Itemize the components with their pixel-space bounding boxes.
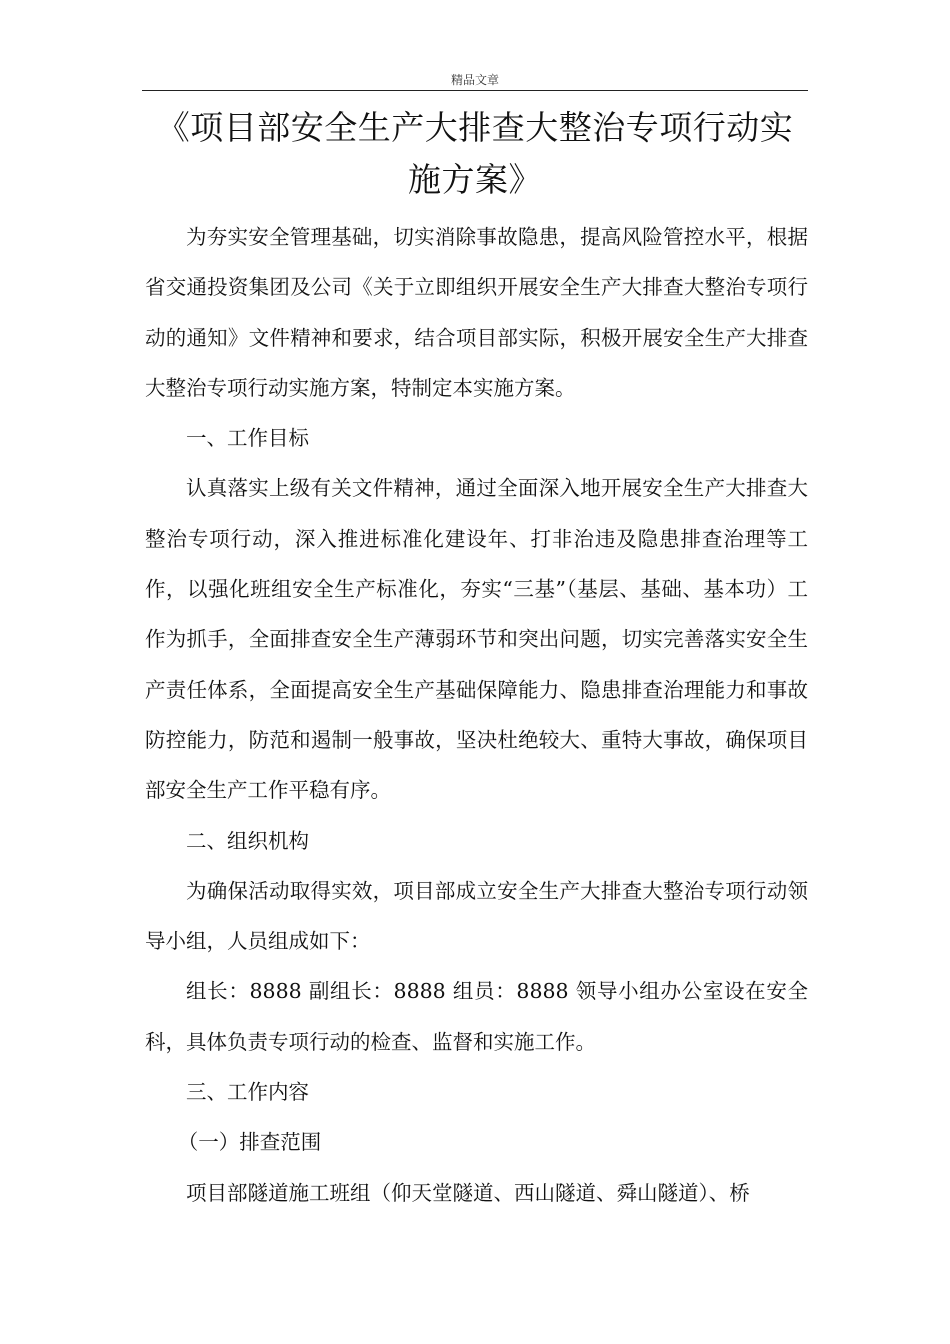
- section-heading-content: 三、工作内容: [186, 1080, 309, 1105]
- subsection-heading-scope: （一）排查范围: [177, 1130, 322, 1155]
- section-heading-organization: 二、组织机构: [186, 828, 309, 853]
- scope-paragraph: 项目部隧道施工班组（仰天堂隧道、西山隧道、舜山隧道）、桥: [186, 1180, 750, 1205]
- intro-paragraph: 为夯实安全管理基础，切实消除事故隐患，提高风险管控水平，根据省交通投资集团及公司《关于立即组织开展安全生产大排查大整治专项行动的通知》文件精神和要求，结合项目部实际，积极开展安全生产大排查大整治专项行动实施方案，特制定本实施方案。: [145, 225, 808, 400]
- document-body: [145, 212, 808, 1218]
- goals-paragraph: 认真落实上级有关文件精神，通过全面深入地开展安全生产大排查大整治专项行动，深入推进标准化建设年、打非治违及隐患排查治理等工作，以强化班组安全生产标准化，夯实“三基”（基层、基础、基本功）工作为抓手，全面排查安全生产薄弱环节和突出问题，切实完善落实安全生产责任体系，全面提高安全生产基础保障能力、隐患排查治理能力和事故防控能力，防范和遏制一般事故，坚决杜绝较大、重特大事故，确保项目部安全生产工作平稳有序。: [145, 476, 808, 803]
- document-title: 《项目部安全生产大排查大整治专项行动实施方案》: [156, 108, 794, 199]
- page-header: 精品文章: [142, 72, 808, 91]
- organization-paragraph: 为确保活动取得实效，项目部成立安全生产大排查大整治专项行动领导小组，人员组成如下：: [145, 878, 808, 954]
- section-heading-goals: 一、工作目标: [186, 426, 309, 451]
- members-paragraph: 组长：8888 副组长：8888 组员：8888 领导小组办公室设在安全科，具体负责专项行动的检查、监督和实施工作。: [145, 979, 808, 1054]
